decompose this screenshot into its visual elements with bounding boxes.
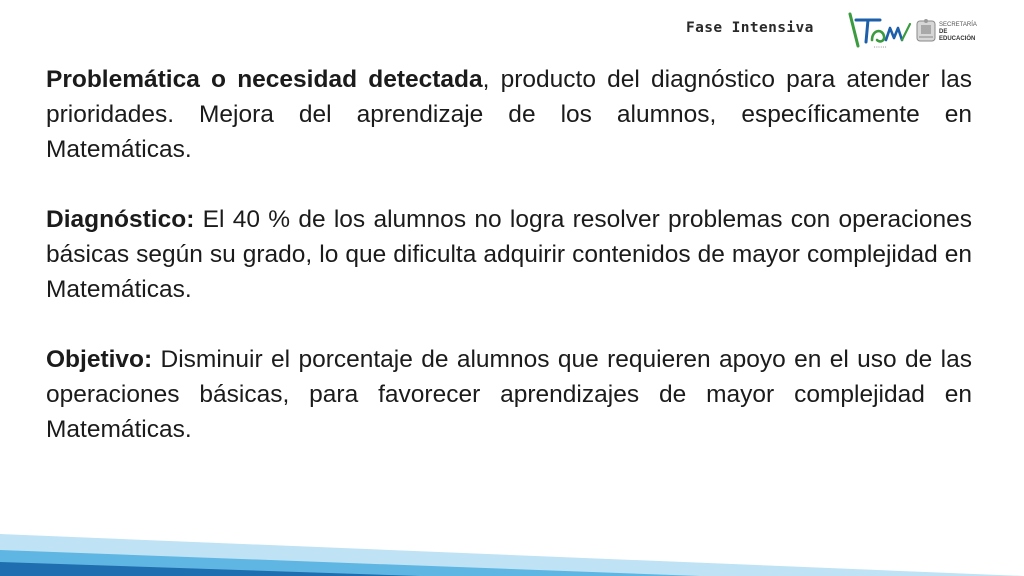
phase-label: Fase Intensiva: [686, 20, 814, 36]
section-diagnosis-text: El 40 % de los alumnos no logra resolver problemas con operaciones básicas según su grado, lo que dificulta adquirir contenidos de mayor complejidad en Matemáticas.: [46, 206, 972, 303]
tam-logo-icon: [846, 10, 916, 50]
footer-decorative-band: [0, 516, 1024, 576]
section-problem: [46, 62, 972, 167]
sep-line-1: SECRETARÍA: [939, 22, 977, 28]
section-objective-text: Disminuir el porcentaje de alumnos que requieren apoyo en el uso de las operaciones básicas, para favorecer aprendizajes de mayor complejidad en Matemáticas.: [46, 346, 972, 443]
coat-of-arms-icon: [915, 18, 937, 44]
section-problem-label: Problemática o necesidad detectada: [46, 66, 483, 93]
sep-line-2: DE EDUCACIÓN: [939, 29, 976, 42]
svg-text:• • • • • •: • • • • • •: [874, 45, 887, 49]
sep-logo: [915, 16, 981, 46]
slide-body: [46, 62, 972, 482]
section-diagnosis: [46, 202, 972, 307]
section-objective-label: Objetivo:: [46, 346, 153, 373]
section-objective: [46, 342, 972, 447]
section-diagnosis-label: Diagnóstico:: [46, 206, 195, 233]
section-problem-text: , producto del diagnóstico para atender las prioridades. Mejora del aprendizaje de los alumnos, específicamente en Matemáticas.: [46, 66, 972, 163]
